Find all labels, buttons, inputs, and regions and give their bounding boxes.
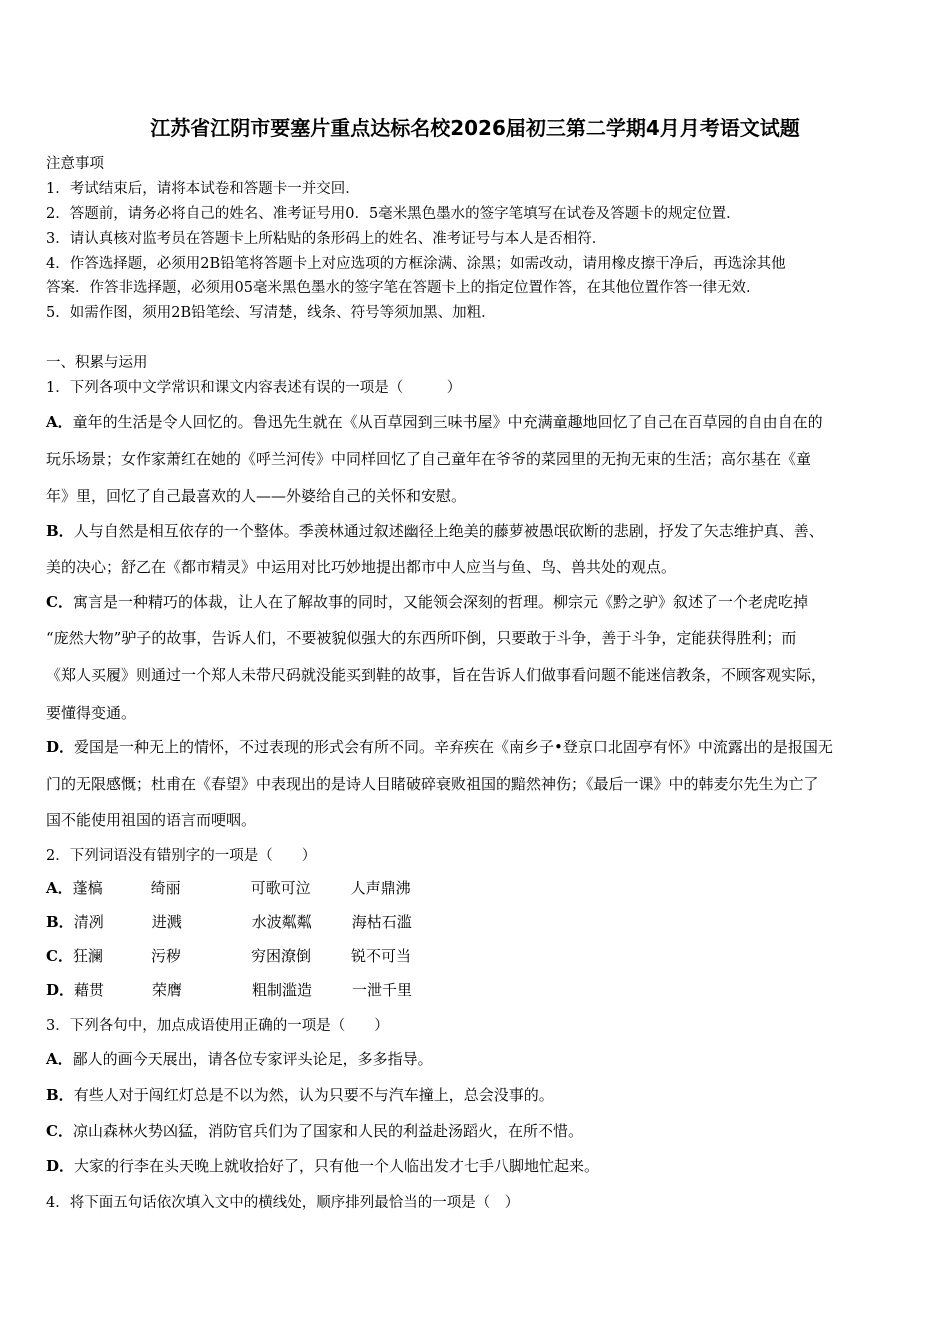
word: 水波粼粼 <box>251 913 312 931</box>
option-label: B． <box>46 913 74 931</box>
q3-option-d <box>46 1155 599 1176</box>
word: 粗制滥造 <box>252 981 313 999</box>
option-label: A． <box>46 879 73 897</box>
notice-heading: 注意事项 <box>46 156 104 172</box>
option-text-continued: 年》里，回忆了自己最喜欢的人——外婆给自己的关怀和安慰。 <box>46 487 467 505</box>
option-label: D． <box>46 1157 75 1175</box>
option-text: 童年的生活是令人回忆的。鲁迅先生就在《从百草园到三味书屋》中充满童趣地回忆了自己在百草园的自由自在的 <box>72 413 823 431</box>
q1-option-d <box>46 736 833 757</box>
option-text: 爱国是一种无上的情怀，不过表现的形式会有所不同。辛弃疾在《南乡子•登京口北固亭有怀》中流露出的是报国无 <box>74 738 833 756</box>
option-label: D． <box>46 981 75 999</box>
word: 荣膺 <box>152 981 183 999</box>
word: 一泄千里 <box>352 981 413 999</box>
question-4-stem: 4．将下面五句话依次填入文中的横线处，顺序排列最恰当的一项是（ ） <box>46 1195 520 1211</box>
option-text-continued: “庞然大物”驴子的故事，告诉人们，不要被貌似强大的东西所吓倒，只要敢于斗争，善于斗争，定能获得胜利；而 <box>46 629 797 647</box>
word: 狂澜 <box>72 947 103 965</box>
q1-option-c <box>46 591 808 612</box>
question-2-stem: 2．下列词语没有错别字的一项是（ ） <box>46 848 317 864</box>
option-text: 人与自然是相互依存的一个整体。季羡林通过叙述幽径上绝美的藤萝被愚氓砍断的悲剧，抒发了矢志维护真、善、 <box>73 522 824 540</box>
option-label: C． <box>46 1122 73 1140</box>
word: 人声鼎沸 <box>350 879 411 897</box>
q2-option-a <box>46 877 411 898</box>
option-text: 寓言是一种精巧的体裁，让人在了解故事的同时，又能领会深刻的哲理。柳宗元《黔之驴》叙述了一个老虎吃掉 <box>72 593 808 611</box>
option-label: B． <box>46 522 74 540</box>
page-title: 江苏省江阴市要塞片重点达标名校2026届初三第二学期4月月考语文试题 <box>150 116 800 140</box>
option-text-continued: 美的决心；舒乙在《都市精灵》中运用对比巧妙地提出都市中人应当与鱼、鸟、兽共处的观点。 <box>46 558 677 576</box>
option-label: B． <box>46 1086 74 1104</box>
question-3-stem: 3．下列各句中，加点成语使用正确的一项是（ ） <box>46 1018 389 1034</box>
option-label: A． <box>46 1050 73 1068</box>
word: 蓬槁 <box>72 879 103 897</box>
word: 藉贯 <box>74 981 105 999</box>
word: 清冽 <box>73 913 104 931</box>
q1-option-a <box>46 411 823 432</box>
question-1-stem: 1．下列各项中文学常识和课文内容表述有误的一项是（ ） <box>46 380 462 396</box>
section-heading: 一、积累与运用 <box>46 355 148 371</box>
word: 锐不可当 <box>350 947 411 965</box>
option-label: C． <box>46 593 73 611</box>
notice-item: 5．如需作图，须用2B铅笔绘、写清楚，线条、符号等须加黑、加粗． <box>46 305 496 321</box>
option-text-continued: 要懂得变通。 <box>46 704 137 722</box>
notice-item: 2．答题前，请务必将自己的姓名、准考证号用0．5毫米黑色墨水的签字笔填写在试卷及答题卡的规定位置． <box>46 206 741 222</box>
q2-option-d <box>46 979 412 1000</box>
option-text: 鄙人的画今天展出，请各位专家评头论足，多多指导。 <box>72 1050 433 1068</box>
notice-item: 3．请认真核对监考员在答题卡上所粘贴的条形码上的姓名、准考证号与本人是否相符． <box>46 231 607 247</box>
option-text: 大家的行李在头天晚上就收拾好了，只有他一个人临出发才七手八脚地忙起来。 <box>74 1157 600 1175</box>
q2-option-b <box>46 911 412 932</box>
option-text: 有些人对于闯红灯总是不以为然，认为只要不与汽车撞上，总会没事的。 <box>73 1086 554 1104</box>
option-text-continued: 门的无限感慨；杜甫在《春望》中表现出的是诗人目睹破碎衰败祖国的黯然神伤；《最后一课》中的韩麦尔先生为亡了 <box>46 775 819 793</box>
option-text-continued: 国不能使用祖国的语言而哽咽。 <box>46 811 257 829</box>
q1-option-b <box>46 520 824 541</box>
q3-option-b <box>46 1084 554 1105</box>
option-text-continued: 《郑人买履》则通过一个郑人未带尺码就没能买到鞋的故事，旨在告诉人们做事看问题不能迷信教条，不顾客观实际， <box>46 666 827 684</box>
word: 绮丽 <box>150 879 181 897</box>
notice-item: 答案．作答非选择题，必须用05毫米黑色墨水的签字笔在答题卡上的指定位置作答，在其他位置作答一律无效． <box>46 280 761 296</box>
q3-option-a <box>46 1048 433 1069</box>
option-label: C． <box>46 947 73 965</box>
notice-item: 1．考试结束后，请将本试卷和答题卡一并交回． <box>46 181 360 197</box>
option-text-continued: 玩乐场景；女作家萧红在她的《呼兰河传》中同样回忆了自己童年在爷爷的菜园里的无拘无束的生活；高尔基在《童 <box>46 450 812 468</box>
word: 污秽 <box>150 947 181 965</box>
option-text: 凉山森林火势凶猛，消防官兵们为了国家和人民的利益赴汤蹈火，在所不惜。 <box>72 1122 583 1140</box>
word: 海枯石滥 <box>351 913 412 931</box>
word: 穷困潦倒 <box>250 947 311 965</box>
word: 可歌可泣 <box>250 879 311 897</box>
q3-option-c <box>46 1120 583 1141</box>
option-label: A． <box>46 413 73 431</box>
option-label: D． <box>46 738 75 756</box>
notice-item: 4．作答选择题，必须用2B铅笔将答题卡上对应选项的方框涂满、涂黑；如需改动，请用橡皮擦干净后，再选涂其他 <box>46 256 786 272</box>
q2-option-c <box>46 945 411 966</box>
word: 进溅 <box>151 913 182 931</box>
